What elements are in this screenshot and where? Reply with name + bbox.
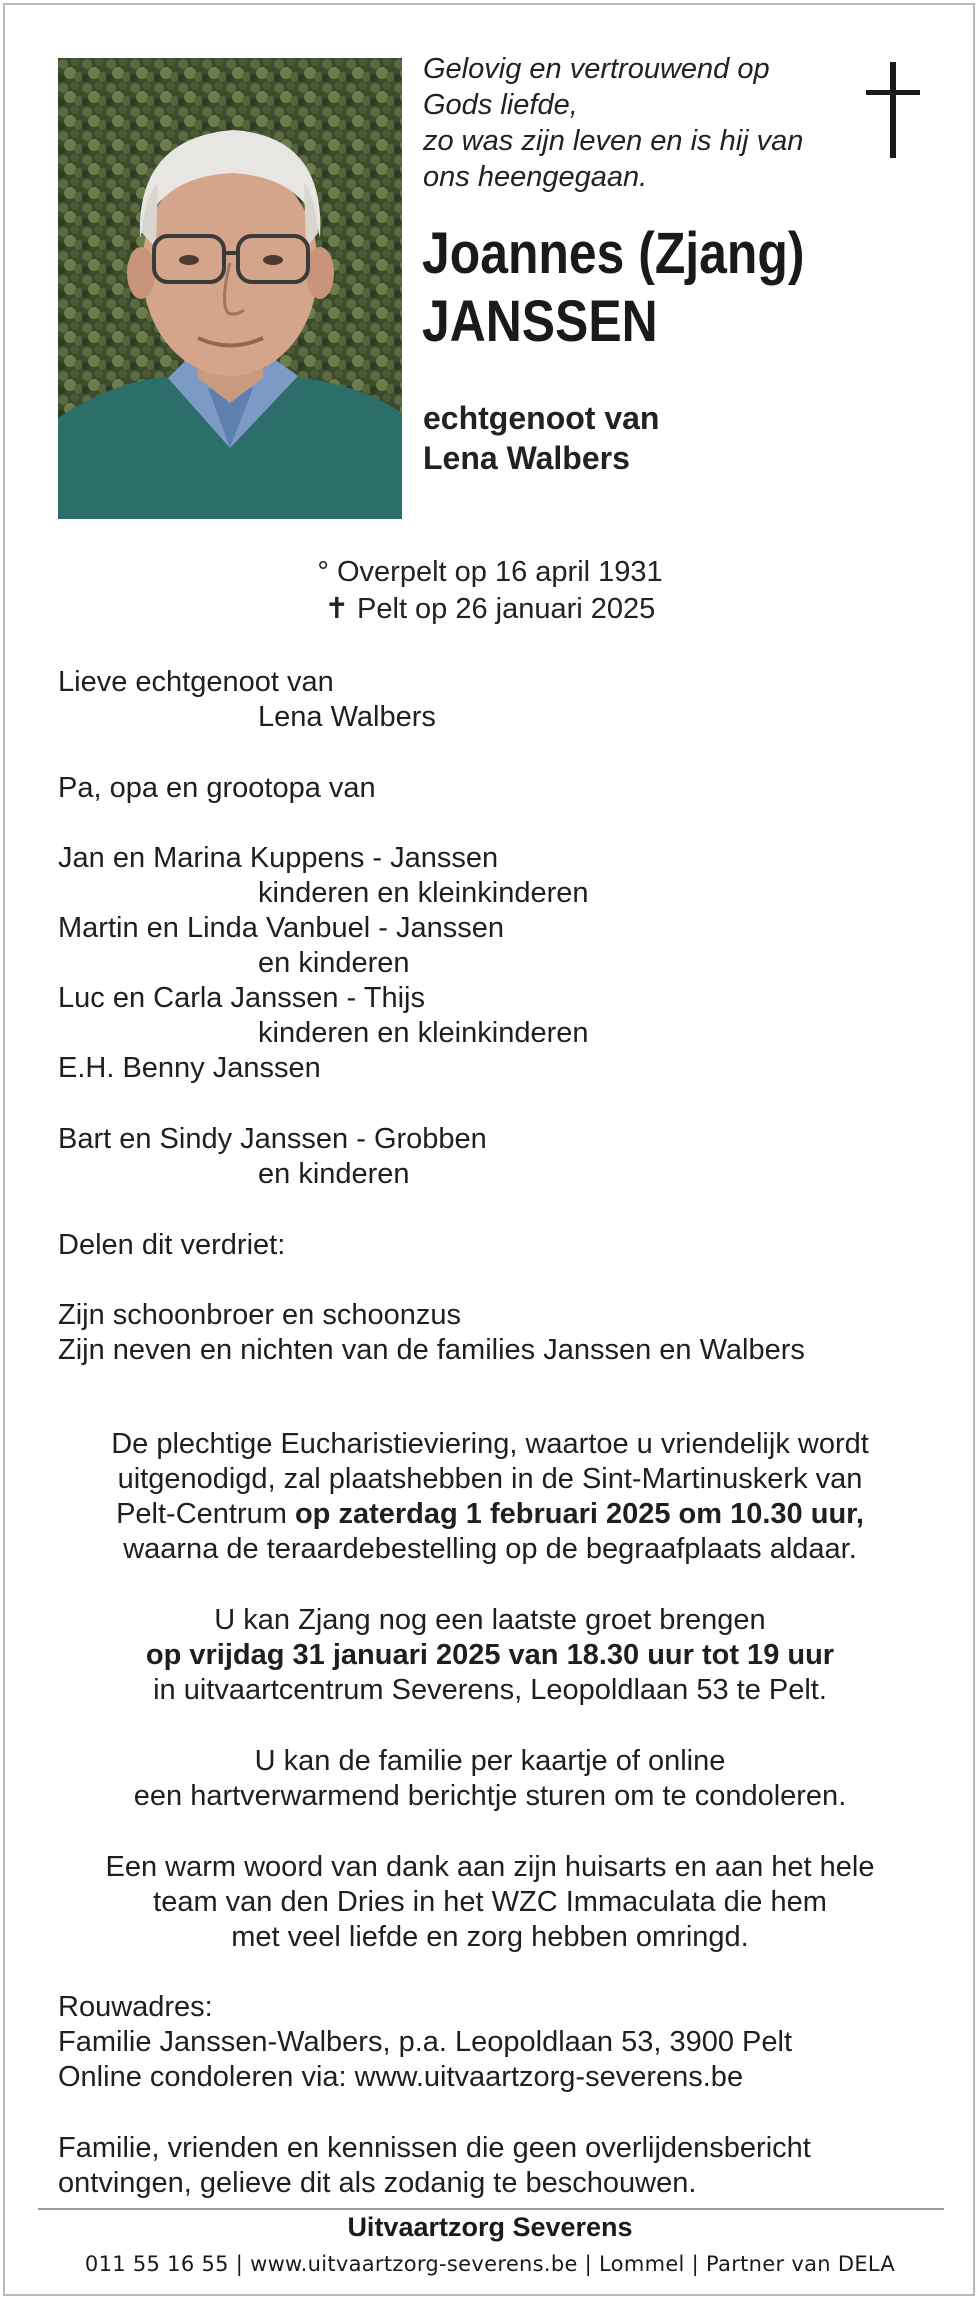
visit-datetime [40, 1638, 940, 1673]
quote-line: Gelovig en vertrouwend op [423, 53, 770, 85]
portrait-photo [58, 58, 402, 519]
spouse-intro: echtgenoot van [423, 400, 660, 436]
thanks-line: met veel liefde en zorg hebben omringd. [231, 1921, 749, 1953]
family-member: Jan en Marina Kuppens - Janssen [58, 842, 499, 874]
footer-divider [38, 2208, 944, 2210]
family-member-sub: kinderen en kleinkinderen [258, 1017, 589, 1049]
funeral-home-name: Uitvaartzorg Severens [347, 2212, 633, 2242]
ceremony-line [40, 1497, 940, 1532]
visit-info [40, 1603, 940, 1708]
family-member-sub: kinderen en kleinkinderen [258, 877, 589, 909]
ceremony-info [40, 1427, 940, 1567]
family-member: Bart en Sindy Janssen - Grobben [58, 1123, 487, 1155]
ceremony-line: waarna de teraardebestelling op de begraafplaats aldaar. [123, 1533, 857, 1565]
pa-intro: Pa, opa en grootopa van [58, 772, 376, 804]
family-member: Martin en Linda Vanbuel - Janssen [58, 912, 505, 944]
ceremony-location: Pelt-Centrum [116, 1498, 295, 1530]
spouse-line-name: Lena Walbers [258, 701, 436, 733]
deceased-name [422, 220, 804, 356]
spouse-name: Lena Walbers [423, 440, 630, 476]
thanks-line: team van den Dries in het WZC Immaculata die hem [153, 1886, 827, 1918]
online-condolence-link[interactable]: Online condoleren via: www.uitvaartzorg-severens.be [58, 2061, 744, 2093]
family-member: E.H. Benny Janssen [58, 1052, 321, 1084]
spouse-info [423, 398, 659, 478]
funeral-home-contact: 011 55 16 55 | www.uitvaartzorg-severens.be | Lommel | Partner van DELA [84, 2252, 896, 2276]
name-last: JANSSEN [422, 289, 658, 354]
cross-icon [864, 62, 924, 162]
thanks-line: Een warm woord van dank aan zijn huisarts en aan het hele [105, 1851, 875, 1883]
death-date: ✝ Pelt op 26 januari 2025 [324, 593, 656, 625]
condolence-line: een hartverwarmend berichtje sturen om te condoleren. [133, 1780, 847, 1812]
share-line: Zijn schoonbroer en schoonzus [58, 1299, 462, 1331]
family-member-sub: en kinderen [258, 1158, 410, 1190]
spouse-line: Lieve echtgenoot van [58, 666, 334, 698]
notice-line: Familie, vrienden en kennissen die geen overlijdensbericht [58, 2132, 811, 2164]
family-member-sub: en kinderen [258, 947, 410, 979]
quote-line: Gods liefde, [423, 89, 578, 121]
visit-datetime-text: op vrijdag 31 januari 2025 van 18.30 uur tot 19 uur [145, 1639, 835, 1671]
birth-date: ° Overpelt op 16 april 1931 [317, 556, 663, 588]
thanks-info [40, 1850, 940, 1955]
opening-quote [423, 51, 843, 195]
name-first: Joannes (Zjang) [422, 221, 805, 286]
quote-line: zo was zijn leven en is hij van [423, 125, 804, 157]
condolence-line: U kan de familie per kaartje of online [254, 1745, 726, 1777]
notice-line: ontvingen, gelieve dit als zodanig te beschouwen. [58, 2167, 697, 2199]
ceremony-line: De plechtige Eucharistieviering, waartoe u vriendelijk wordt [111, 1428, 869, 1460]
address-line: Familie Janssen-Walbers, p.a. Leopoldlaan 53, 3900 Pelt [58, 2026, 793, 2058]
address-label: Rouwadres: [58, 1991, 213, 2023]
family-member: Luc en Carla Janssen - Thijs [58, 982, 425, 1014]
share-intro: Delen dit verdriet: [58, 1229, 286, 1261]
visit-line: in uitvaartcentrum Severens, Leopoldlaan 53 te Pelt. [153, 1674, 827, 1706]
visit-line: U kan Zjang nog een laatste groet brengen [214, 1604, 766, 1636]
ceremony-line: uitgenodigd, zal plaatshebben in de Sint-Martinuskerk van [117, 1463, 863, 1495]
condolence-info [40, 1744, 940, 1814]
share-line: Zijn neven en nichten van de families Janssen en Walbers [58, 1334, 805, 1366]
ceremony-datetime: op zaterdag 1 februari 2025 om 10.30 uur, [294, 1498, 864, 1530]
quote-line: ons heengegaan. [423, 161, 648, 193]
